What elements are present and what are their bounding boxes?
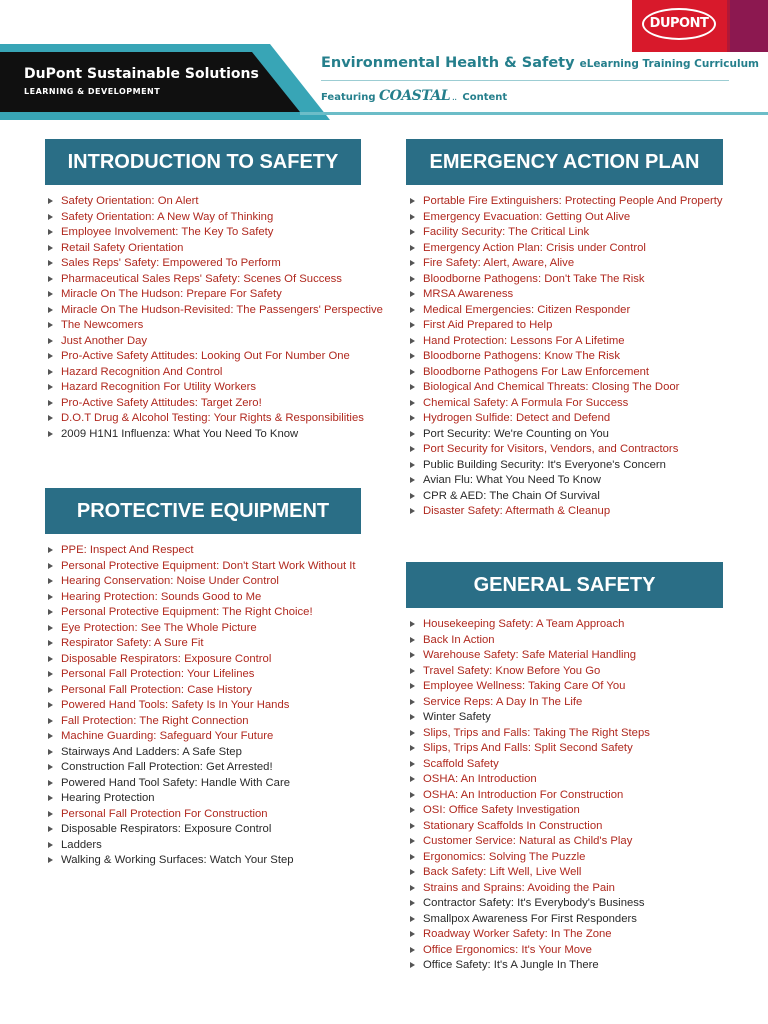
course-item[interactable]: Pro-Active Safety Attitudes: Target Zero! xyxy=(46,396,383,412)
course-item[interactable]: Port Security for Visitors, Vendors, and Contractors xyxy=(408,442,723,458)
intro-course-list xyxy=(46,194,383,442)
course-item[interactable]: First Aid Prepared to Help xyxy=(408,318,723,334)
course-item[interactable]: Disposable Respirators: Exposure Control xyxy=(46,822,356,838)
course-item[interactable]: Fall Protection: The Right Connection xyxy=(46,714,356,730)
course-item[interactable]: Service Reps: A Day In The Life xyxy=(408,695,650,711)
emergency-section-header: EMERGENCY ACTION PLAN xyxy=(406,139,723,185)
course-item[interactable]: Fire Safety: Alert, Aware, Alive xyxy=(408,256,723,272)
course-item[interactable]: Warehouse Safety: Safe Material Handling xyxy=(408,648,650,664)
course-item[interactable]: OSI: Office Safety Investigation xyxy=(408,803,650,819)
course-item[interactable]: Hearing Conservation: Noise Under Control xyxy=(46,574,356,590)
course-item[interactable]: Chemical Safety: A Formula For Success xyxy=(408,396,723,412)
course-item[interactable]: Hearing Protection xyxy=(46,791,356,807)
course-item[interactable]: Miracle On The Hudson: Prepare For Safety xyxy=(46,287,383,303)
course-item[interactable]: Personal Fall Protection For Construction xyxy=(46,807,356,823)
brand-title: DuPont Sustainable Solutions xyxy=(24,66,259,82)
course-item[interactable]: MRSA Awareness xyxy=(408,287,723,303)
course-item[interactable]: PPE: Inspect And Respect xyxy=(46,543,356,559)
course-item[interactable]: Customer Service: Natural as Child's Play xyxy=(408,834,650,850)
brand-subtitle: LEARNING & DEVELOPMENT xyxy=(24,87,161,96)
course-item[interactable]: CPR & AED: The Chain Of Survival xyxy=(408,489,723,505)
course-item[interactable]: Medical Emergencies: Citizen Responder xyxy=(408,303,723,319)
course-item[interactable]: Pro-Active Safety Attitudes: Looking Out For Number One xyxy=(46,349,383,365)
ehs-title-text: Environmental Health & Safety xyxy=(321,55,575,71)
course-item[interactable]: Winter Safety xyxy=(408,710,650,726)
course-item[interactable]: Emergency Evacuation: Getting Out Alive xyxy=(408,210,723,226)
ehs-subtitle-text: eLearning Training Curriculum xyxy=(579,58,759,70)
course-item[interactable]: Facility Security: The Critical Link xyxy=(408,225,723,241)
course-item[interactable]: Eye Protection: See The Whole Picture xyxy=(46,621,356,637)
course-item[interactable]: Bloodborne Pathogens: Don't Take The Risk xyxy=(408,272,723,288)
course-item[interactable]: Respirator Safety: A Sure Fit xyxy=(46,636,356,652)
course-item[interactable]: Personal Protective Equipment: The Right Choice! xyxy=(46,605,356,621)
course-item[interactable]: D.O.T Drug & Alcohol Testing: Your Rights & Responsibilities xyxy=(46,411,383,427)
course-item[interactable]: Powered Hand Tool Safety: Handle With Care xyxy=(46,776,356,792)
protective-section-header: PROTECTIVE EQUIPMENT xyxy=(45,488,361,534)
course-item[interactable]: Hydrogen Sulfide: Detect and Defend xyxy=(408,411,723,427)
course-item[interactable]: Safety Orientation: On Alert xyxy=(46,194,383,210)
course-item[interactable]: Back In Action xyxy=(408,633,650,649)
course-item[interactable]: Ladders xyxy=(46,838,356,854)
course-item[interactable]: Emergency Action Plan: Crisis under Control xyxy=(408,241,723,257)
course-item[interactable]: Personal Fall Protection: Case History xyxy=(46,683,356,699)
course-item[interactable]: Construction Fall Protection: Get Arrested! xyxy=(46,760,356,776)
course-item[interactable]: Employee Wellness: Taking Care Of You xyxy=(408,679,650,695)
featuring-label: Featuring xyxy=(321,92,376,103)
course-item[interactable]: Port Security: We're Counting on You xyxy=(408,427,723,443)
course-item[interactable]: Hand Protection: Lessons For A Lifetime xyxy=(408,334,723,350)
header-corner-stripe xyxy=(727,0,768,52)
course-item[interactable]: Disposable Respirators: Exposure Control xyxy=(46,652,356,668)
course-item[interactable]: Public Building Security: It's Everyone's Concern xyxy=(408,458,723,474)
course-item[interactable]: Hazard Recognition And Control xyxy=(46,365,383,381)
curriculum-title xyxy=(321,55,759,71)
course-item[interactable]: Sales Reps' Safety: Empowered To Perform xyxy=(46,256,383,272)
course-item[interactable]: Safety Orientation: A New Way of Thinking xyxy=(46,210,383,226)
course-item[interactable]: Bloodborne Pathogens: Know The Risk xyxy=(408,349,723,365)
course-item[interactable]: Pharmaceutical Sales Reps' Safety: Scenes Of Success xyxy=(46,272,383,288)
course-item[interactable]: Employee Involvement: The Key To Safety xyxy=(46,225,383,241)
course-item[interactable]: Powered Hand Tools: Safety Is In Your Hands xyxy=(46,698,356,714)
course-item[interactable]: Disaster Safety: Aftermath & Cleanup xyxy=(408,504,723,520)
course-item[interactable]: Walking & Working Surfaces: Watch Your Step xyxy=(46,853,356,869)
course-item[interactable]: Portable Fire Extinguishers: Protecting People And Property xyxy=(408,194,723,210)
protective-course-list xyxy=(46,543,356,869)
course-item[interactable]: Stationary Scaffolds In Construction xyxy=(408,819,650,835)
course-item[interactable]: Housekeeping Safety: A Team Approach xyxy=(408,617,650,633)
course-item[interactable]: Biological And Chemical Threats: Closing The Door xyxy=(408,380,723,396)
course-item[interactable]: Office Safety: It's A Jungle In There xyxy=(408,958,650,974)
content-label: Content xyxy=(462,92,508,103)
course-item[interactable]: Personal Fall Protection: Your Lifelines xyxy=(46,667,356,683)
course-item[interactable]: Office Ergonomics: It's Your Move xyxy=(408,943,650,959)
general-section-header: GENERAL SAFETY xyxy=(406,562,723,608)
dupont-logo: DUPONT xyxy=(642,8,716,40)
header-black-panel xyxy=(0,52,300,112)
header-rule xyxy=(300,112,768,115)
course-item[interactable]: Back Safety: Lift Well, Live Well xyxy=(408,865,650,881)
course-item[interactable]: Slips, Trips And Falls: Split Second Safety xyxy=(408,741,650,757)
featuring-line: Featuring COASTAL .. Content xyxy=(321,88,508,104)
emergency-course-list xyxy=(408,194,723,520)
course-item[interactable]: Just Another Day xyxy=(46,334,383,350)
course-item[interactable]: Hearing Protection: Sounds Good to Me xyxy=(46,590,356,606)
course-item[interactable]: Hazard Recognition For Utility Workers xyxy=(46,380,383,396)
course-item[interactable]: Personal Protective Equipment: Don't Start Work Without It xyxy=(46,559,356,575)
page-header xyxy=(0,0,768,118)
course-item[interactable]: Roadway Worker Safety: In The Zone xyxy=(408,927,650,943)
general-course-list xyxy=(408,617,650,974)
header-divider xyxy=(321,80,729,81)
course-item[interactable]: Stairways And Ladders: A Safe Step xyxy=(46,745,356,761)
intro-section-header: INTRODUCTION TO SAFETY xyxy=(45,139,361,185)
coastal-logo: COASTAL xyxy=(378,88,451,104)
course-item[interactable]: OSHA: An Introduction xyxy=(408,772,650,788)
course-item[interactable]: Scaffold Safety xyxy=(408,757,650,773)
course-item[interactable]: Retail Safety Orientation xyxy=(46,241,383,257)
course-item[interactable]: Avian Flu: What You Need To Know xyxy=(408,473,723,489)
course-item[interactable]: Slips, Trips and Falls: Taking The Right Steps xyxy=(408,726,650,742)
course-item[interactable]: Smallpox Awareness For First Responders xyxy=(408,912,650,928)
course-item[interactable]: OSHA: An Introduction For Construction xyxy=(408,788,650,804)
course-item[interactable]: Bloodborne Pathogens For Law Enforcement xyxy=(408,365,723,381)
course-item[interactable]: Travel Safety: Know Before You Go xyxy=(408,664,650,680)
course-item[interactable]: 2009 H1N1 Influenza: What You Need To Know xyxy=(46,427,383,443)
course-item[interactable]: Machine Guarding: Safeguard Your Future xyxy=(46,729,356,745)
course-item[interactable]: Ergonomics: Solving The Puzzle xyxy=(408,850,650,866)
course-item[interactable]: Strains and Sprains: Avoiding the Pain xyxy=(408,881,650,897)
course-item[interactable]: The Newcomers xyxy=(46,318,383,334)
course-item[interactable]: Contractor Safety: It's Everybody's Business xyxy=(408,896,650,912)
course-item[interactable]: Miracle On The Hudson-Revisited: The Passengers' Perspective xyxy=(46,303,383,319)
